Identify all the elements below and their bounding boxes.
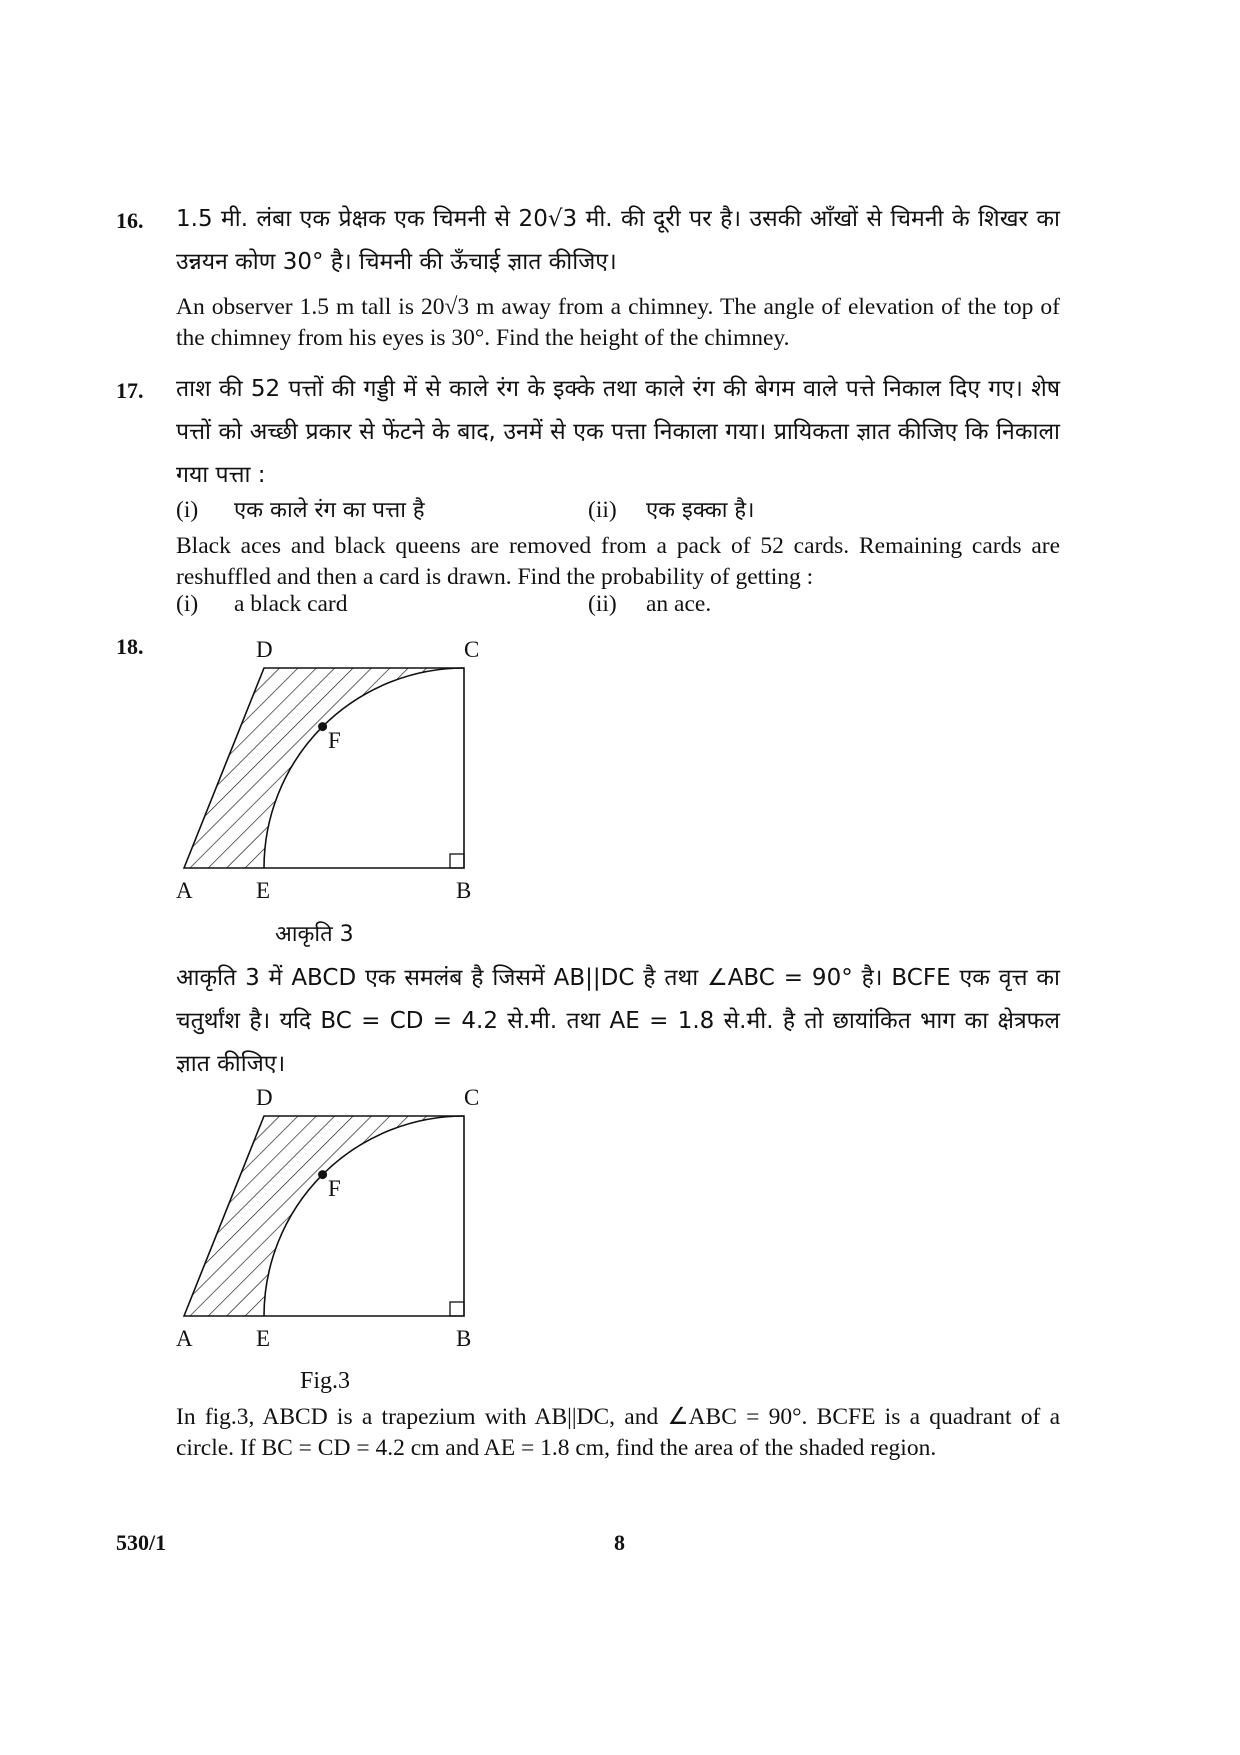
label-d: D	[256, 1085, 273, 1110]
figure-caption-english: Fig.3	[300, 1368, 351, 1394]
label-d: D	[256, 637, 273, 662]
label-a: A	[176, 1326, 193, 1351]
figure-caption-hindi: आकृति 3	[275, 922, 354, 947]
figure-3-hindi	[170, 630, 490, 910]
q17-hindi-options	[176, 494, 754, 524]
point-f	[318, 1170, 327, 1179]
label-a: A	[176, 878, 193, 903]
question-number-16: 16.	[116, 208, 144, 233]
label-b: B	[456, 878, 472, 903]
label-f: F	[328, 1176, 341, 1201]
right-angle-marker	[450, 1302, 464, 1316]
q17-hindi-option-1-number: (i)	[176, 497, 199, 523]
q17-english-option-2: an ace.	[646, 591, 712, 617]
q17-english-options	[176, 591, 711, 618]
q18-hindi-text: आकृति 3 में ABCD एक समलंब है जिसमें AB||DC है तथा ∠ABC = 90° है। BCFE एक वृत्त का चतुर्थांश है। यदि BC = CD = 4.2 से.मी. तथा AE = 1.8 से.मी. है तो छायांकित भाग का क्षेत्रफल ज्ञात कीजिए।	[176, 965, 1060, 1077]
q17-hindi-option-1: एक काले रंग का पत्ता है	[234, 498, 425, 523]
q18-english-text: In fig.3, ABCD is a trapezium with AB||DC, and ∠ABC = 90°. BCFE is a quadrant of a circle. If BC = CD = 4.2 cm and AE = 1.8 cm, find the area of the shaded region.	[176, 1404, 1060, 1461]
paper-code: 530/1	[116, 1530, 167, 1555]
label-e: E	[256, 878, 271, 903]
label-e: E	[256, 1326, 271, 1351]
q16-english-text: An observer 1.5 m tall is 20√3 m away from a chimney. The angle of elevation of the top of the chimney from his eyes is 30°. Find the height of the chimney.	[176, 294, 1060, 351]
label-f: F	[328, 728, 341, 753]
q17-hindi-text: ताश की 52 पत्तों की गड्डी में से काले रंग के इक्के तथा काले रंग की बेगम वाले पत्ते निकाल दिए गए। शेष पत्तों को अच्छी प्रकार से फेंटने के बाद, उनमें से एक पत्ता निकाला गया। प्रायिकता ज्ञात कीजिए कि निकाला गया पत्ता :	[176, 376, 1060, 488]
right-angle-marker	[450, 854, 464, 868]
label-c: C	[464, 637, 480, 662]
q17-hindi-option-2-number: (ii)	[588, 497, 617, 523]
question-number-17: 17.	[116, 378, 144, 403]
q16-hindi-text: 1.5 मी. लंबा एक प्रेक्षक एक चिमनी से 20√3 मी. की दूरी पर है। उसकी आँखों से चिमनी के शिखर का उन्नयन कोण 30° है। चिमनी की ऊँचाई ज्ञात कीजिए।	[176, 206, 1060, 275]
shaded-region	[184, 668, 464, 868]
point-f	[318, 722, 327, 731]
q17-english-option-1-number: (i)	[176, 591, 199, 617]
shaded-region	[184, 1116, 464, 1316]
figure-3-english	[170, 1078, 490, 1358]
label-b: B	[456, 1326, 472, 1351]
q17-english-option-2-number: (ii)	[588, 591, 617, 617]
page-number: 8	[614, 1530, 625, 1555]
q17-english-option-1: a black card	[234, 591, 348, 617]
q17-english-text: Black aces and black queens are removed from a pack of 52 cards. Remaining cards are reshuffled and then a card is drawn. Find the probability of getting :	[176, 533, 1060, 590]
q17-hindi-option-2: एक इक्का है।	[646, 498, 755, 523]
label-c: C	[464, 1085, 480, 1110]
question-number-18: 18.	[116, 634, 144, 659]
